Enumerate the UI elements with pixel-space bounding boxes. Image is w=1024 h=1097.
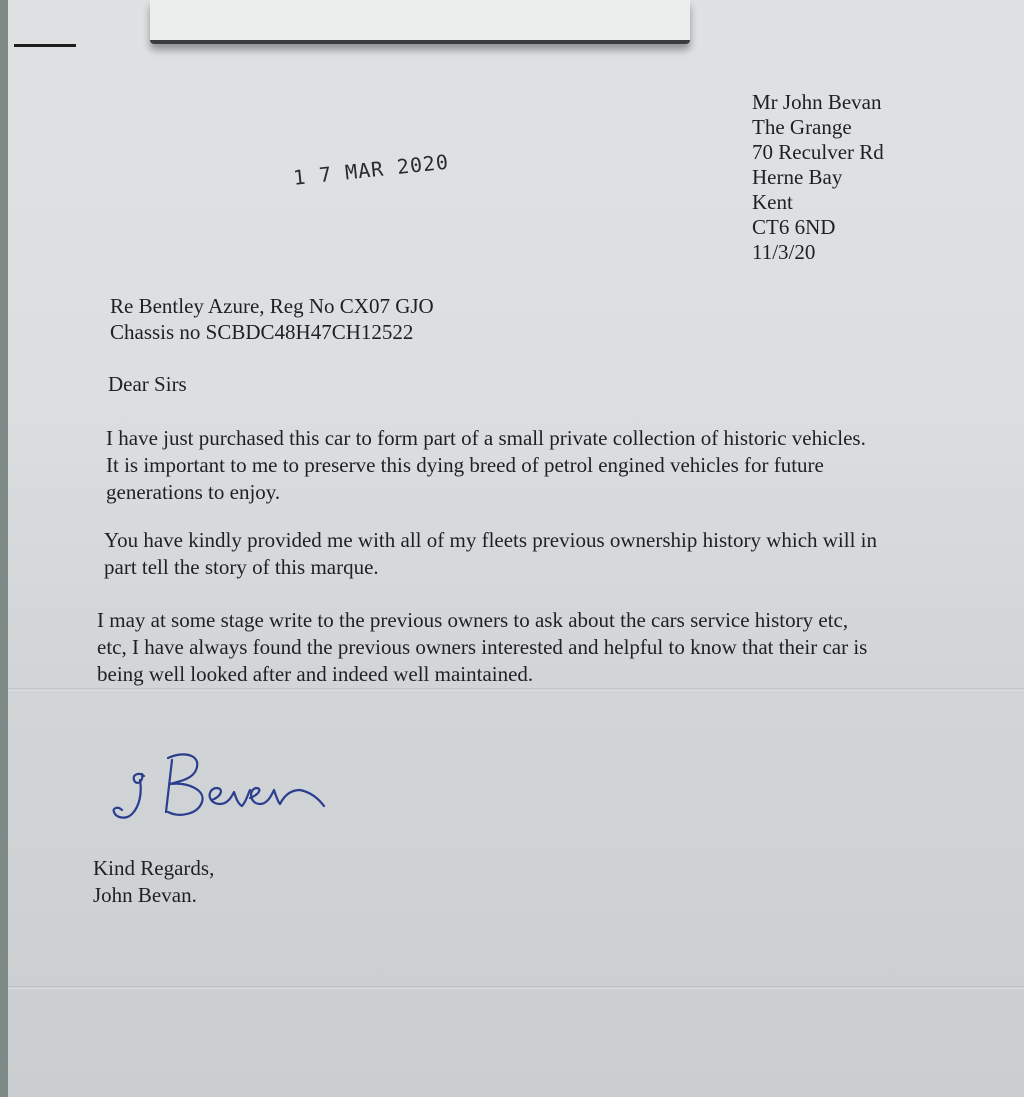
paper-fold-lower: [8, 986, 1024, 989]
paragraph-line: being well looked after and indeed well maintained.: [97, 662, 534, 686]
margin-mark: [14, 44, 76, 47]
paragraph-line: It is important to me to preserve this dying breed of petrol engined vehicles for future: [106, 453, 824, 477]
paragraph-1: [106, 426, 866, 507]
paragraph-2: [104, 528, 877, 582]
letter-date: 11/3/20: [752, 240, 816, 264]
handwritten-signature: [110, 746, 340, 836]
paragraph-line: part tell the story of this marque.: [104, 555, 379, 579]
paragraph-line: I may at some stage write to the previous owners to ask about the cars service history etc,: [97, 608, 849, 632]
sender-address: [752, 90, 884, 265]
sender-house: The Grange: [752, 115, 852, 139]
paragraph-line: I have just purchased this car to form part of a small private collection of historic vehicles.: [106, 426, 866, 450]
paragraph-line: etc, I have always found the previous owners interested and helpful to know that their car is: [97, 635, 868, 659]
paragraph-3: [97, 608, 867, 689]
sender-street: 70 Reculver Rd: [752, 140, 884, 164]
subject-block: [110, 294, 434, 346]
sender-postcode: CT6 6ND: [752, 215, 836, 239]
closing-regards: Kind Regards,: [93, 856, 215, 880]
paragraph-line: You have kindly provided me with all of my fleets previous ownership history which will in: [104, 528, 878, 552]
received-date-stamp: 1 7 MAR 2020: [292, 149, 451, 190]
closing-block: [93, 856, 214, 910]
sender-county: Kent: [752, 190, 793, 214]
paragraph-line: generations to enjoy.: [106, 480, 281, 504]
sender-town: Herne Bay: [752, 165, 843, 189]
subject-line-vehicle: Re Bentley Azure, Reg No CX07 GJO: [110, 294, 434, 318]
salutation: Dear Sirs: [108, 372, 187, 396]
subject-line-chassis: Chassis no SCBDC48H47CH12522: [110, 320, 414, 344]
closing-name: John Bevan.: [93, 883, 197, 907]
sender-name: Mr John Bevan: [752, 90, 882, 114]
folded-paper-edge: [150, 0, 690, 44]
